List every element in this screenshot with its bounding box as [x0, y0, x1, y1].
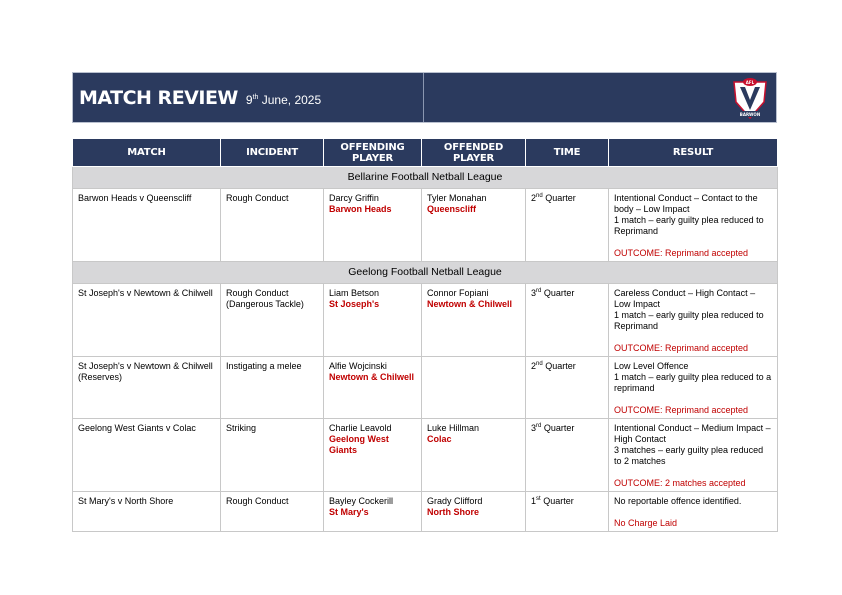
offending-player-cell — [324, 419, 422, 492]
time-cell: 2nd Quarter — [526, 189, 609, 262]
incident-cell: Rough Conduct — [221, 189, 324, 262]
table-header-row — [73, 139, 778, 167]
page-title: MATCH REVIEW — [79, 86, 238, 109]
result-text: No reportable offence identified. — [614, 496, 742, 506]
time-cell: 3rd Quarter — [526, 419, 609, 492]
time-cell: 1st Quarter — [526, 492, 609, 532]
outcome-text: OUTCOME: Reprimand accepted — [614, 248, 749, 258]
result-cell — [609, 492, 778, 532]
league-row — [73, 262, 778, 284]
offended-player-cell — [422, 284, 526, 357]
offending-player-cell — [324, 357, 422, 419]
time-cell: 3rd Quarter — [526, 284, 609, 357]
offended-player-name: Connor Fopiani — [427, 288, 489, 298]
outcome-text: No Charge Laid — [614, 518, 678, 528]
svg-text:BARWON: BARWON — [739, 112, 761, 117]
outcome-text: OUTCOME: 2 matches accepted — [614, 478, 746, 488]
match-cell: Barwon Heads v Queenscliff — [73, 189, 221, 262]
incident-cell: Rough Conduct — [221, 492, 324, 532]
offending-player-cell — [324, 284, 422, 357]
header-title-area — [73, 73, 424, 122]
offending-player-cell — [324, 189, 422, 262]
offended-player-team: Colac — [427, 434, 452, 444]
offended-player-team: North Shore — [427, 507, 480, 517]
match-cell: St Joseph's v Newtown & Chilwell (Reserves) — [73, 357, 221, 419]
table-row — [73, 284, 778, 357]
offended-player-cell — [422, 492, 526, 532]
outcome-text: OUTCOME: Reprimand accepted — [614, 343, 749, 353]
column-header-result: RESULT — [609, 139, 778, 167]
offended-player-team: Queenscliff — [427, 204, 477, 214]
result-cell — [609, 189, 778, 262]
table-row — [73, 492, 778, 532]
offended-player-team: Newtown & Chilwell — [427, 299, 513, 309]
offended-player-cell — [422, 189, 526, 262]
result-text: Intentional Conduct – Medium Impact – High Contact 3 matches – early guilty plea reduced to 2 matches — [614, 423, 771, 466]
offending-player-name: Liam Betson — [329, 288, 380, 298]
offending-player-name: Darcy Griffin — [329, 193, 379, 203]
result-text: Intentional Conduct – Contact to the body – Low Impact 1 match – early guilty plea reduced to Reprimand — [614, 193, 764, 236]
outcome-text: OUTCOME: Reprimand accepted — [614, 405, 749, 415]
offended-player-name: Grady Clifford — [427, 496, 483, 506]
afl-barwon-logo — [730, 76, 770, 120]
offending-player-name: Charlie Leavold — [329, 423, 392, 433]
offending-player-cell — [324, 492, 422, 532]
column-header-match: MATCH — [73, 139, 221, 167]
offending-player-team: Barwon Heads — [329, 204, 392, 214]
column-header-offending-player: OFFENDING PLAYER — [324, 139, 422, 167]
table-row — [73, 419, 778, 492]
offending-player-team: St Mary's — [329, 507, 369, 517]
match-cell: St Joseph's v Newtown & Chilwell — [73, 284, 221, 357]
column-header-time: TIME — [526, 139, 609, 167]
league-name: Bellarine Football Netball League — [73, 167, 778, 189]
result-cell — [609, 284, 778, 357]
table-row — [73, 357, 778, 419]
offending-player-team: Geelong West Giants — [329, 434, 389, 455]
league-row — [73, 167, 778, 189]
column-header-offended-player: OFFENDED PLAYER — [422, 139, 526, 167]
incident-cell: Striking — [221, 419, 324, 492]
league-name: Geelong Football Netball League — [73, 262, 778, 284]
offending-player-team: Newtown & Chilwell — [329, 372, 415, 382]
result-cell — [609, 357, 778, 419]
offended-player-name: Luke Hillman — [427, 423, 480, 433]
match-cell: Geelong West Giants v Colac — [73, 419, 221, 492]
header-logo-area — [424, 73, 776, 122]
table-row — [73, 189, 778, 262]
svg-text:AFL: AFL — [745, 80, 755, 85]
result-text: Careless Conduct – High Contact – Low Impact 1 match – early guilty plea reduced to Reprimand — [614, 288, 764, 331]
incident-cell: Instigating a melee — [221, 357, 324, 419]
result-text: Low Level Offence 1 match – early guilty plea reduced to a reprimand — [614, 361, 772, 393]
time-cell: 2nd Quarter — [526, 357, 609, 419]
match-cell: St Mary's v North Shore — [73, 492, 221, 532]
offending-player-team: St Joseph's — [329, 299, 380, 309]
page-date: 9th June, 2025 — [245, 92, 322, 107]
offended-player-cell — [422, 419, 526, 492]
page-header — [72, 72, 777, 123]
offending-player-name: Bayley Cockerill — [329, 496, 394, 506]
offended-player-name: Tyler Monahan — [427, 193, 487, 203]
column-header-incident: INCIDENT — [221, 139, 324, 167]
match-review-table — [72, 138, 778, 532]
incident-cell: Rough Conduct (Dangerous Tackle) — [221, 284, 324, 357]
offended-player-cell — [422, 357, 526, 419]
offending-player-name: Alfie Wojcinski — [329, 361, 387, 371]
result-cell — [609, 419, 778, 492]
